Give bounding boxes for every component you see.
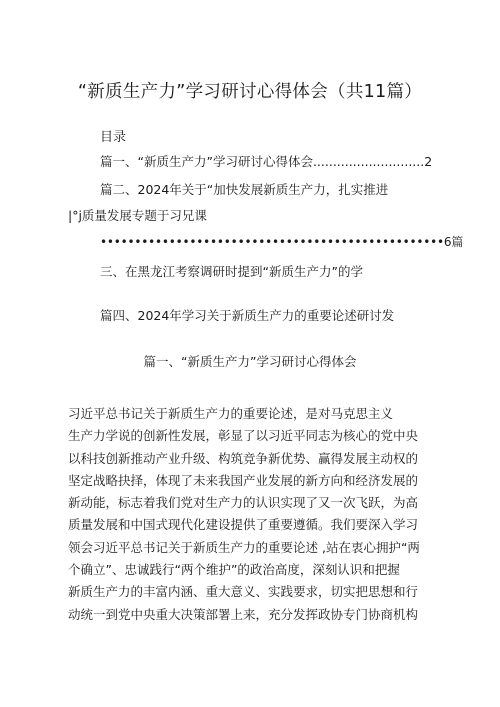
body-line: 领会习近平总书记关于新质生产力的重要论述 ,站在衷心拥护“两 [68,539,420,555]
body-line: 生产力学说的创新性发展，彰显了以习近平同志为核心的党中央 [68,428,419,444]
toc-entry-2-line-2[interactable]: |°j质量发展专题于习兄课 [68,208,207,223]
body-line: 以科技创新推动产业升级、构筑竞争新优势、赢得发展主动权的 [68,450,419,466]
toc-entry-2-line-1[interactable]: 篇二、2024年关于“加快发展新质生产力，扎实推进 [100,182,389,197]
section-heading: 篇一、“新质生产力”学习研讨心得体会 [143,354,357,369]
body-line: 新动能，标志着我们党对生产力的认识实现了又一次飞跃，为高 [68,495,419,511]
toc-entry-4[interactable]: 篇四、2024年学习关于新质生产力的重要论述研讨发 [100,308,395,323]
body-paragraph [68,403,440,626]
body-line: 质量发展和中国式现代化建设提供了重要遵循。我们要深入学习 [68,517,419,533]
toc-heading: 目录 [100,130,127,145]
body-line: 坚定战略抉择，体现了未来我国产业发展的新方向和经济发展的 [68,472,419,488]
document-title: “新质生产力”学习研讨心得体会（共11篇） [77,82,423,102]
body-line: 新质生产力的丰富内涵、重大意义、实践要求，切实把思想和行 [68,584,419,600]
toc-entry-1[interactable]: 篇一、“新质生产力”学习研讨心得体会............................2 [100,154,433,169]
toc-entry-3[interactable]: 三、在黑龙江考察调研时提到“新质生产力”的学 [100,264,363,279]
body-line: 动统一到党中央重大决策部署上来，充分发挥政协专门协商机构 [68,606,419,622]
body-line: 习近平总书记关于新质生产力的重要论述，是对马克思主义 [68,406,394,421]
toc-entry-2-leader[interactable]: ••••••••••••••••••••••••••••••••••••••••••••••••••6篇 [100,235,464,249]
body-line: 个确立”、忠诚践行“两个维护”的政治高度，深刻认识和把握 [68,562,400,578]
